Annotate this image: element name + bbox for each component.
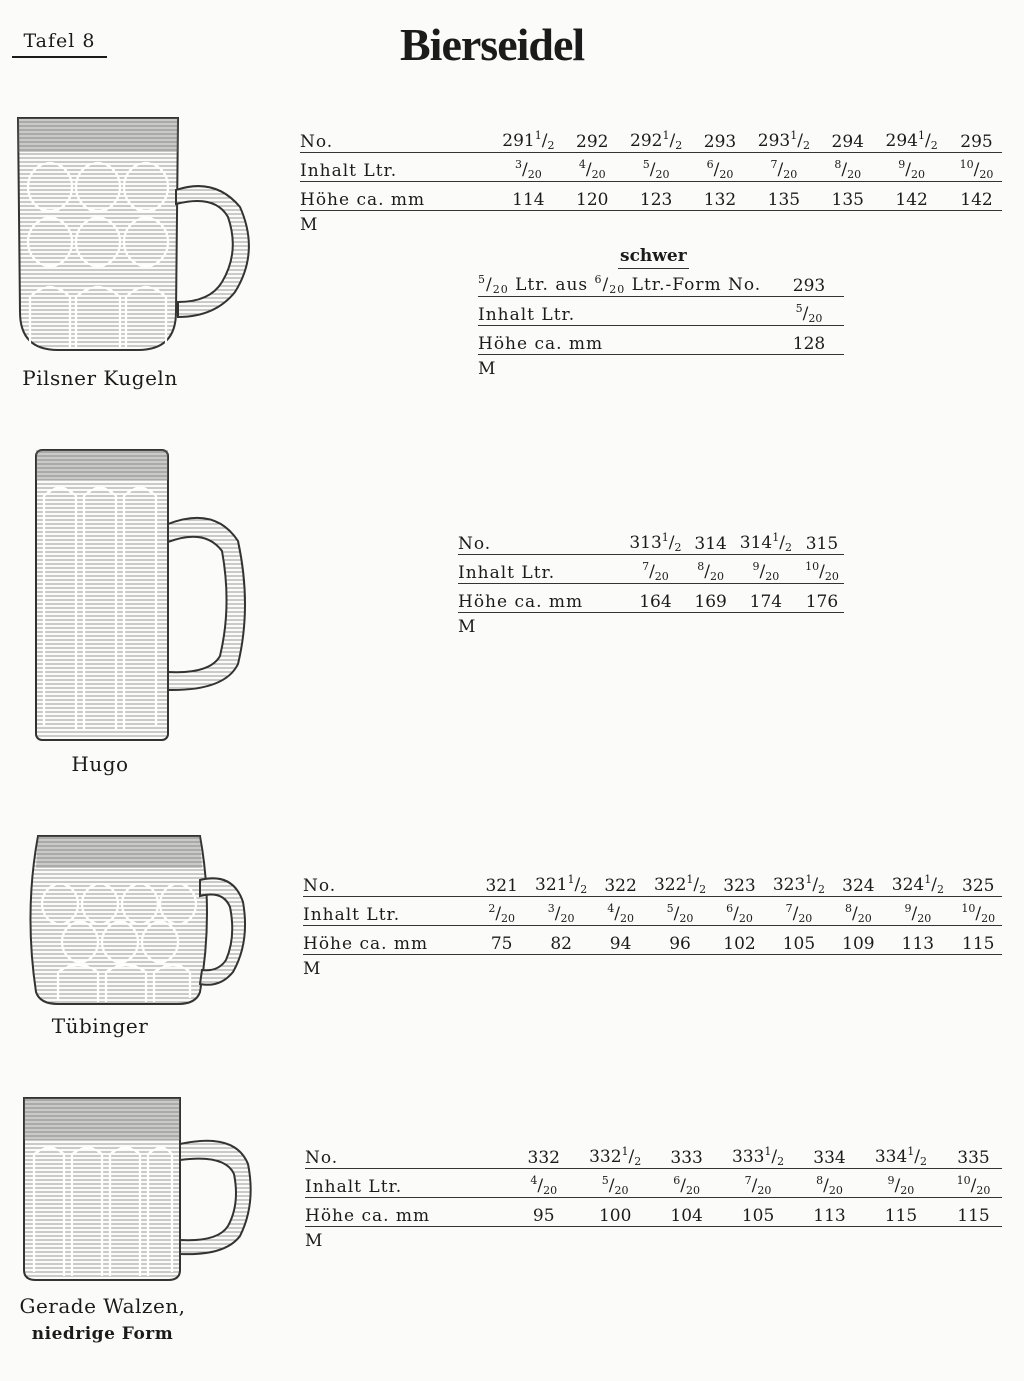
pilsner-kugeln-spec-table [300, 124, 1002, 235]
product-name-gerade-walzen [0, 1294, 205, 1344]
tuebinger-mug-illustration [28, 832, 258, 1012]
no-cell: 322 [598, 868, 644, 897]
inhalt-cell: $^8/_{20}$ [836, 897, 882, 926]
no-cell: 315 [800, 526, 844, 555]
inhalt-cell: $^9/_{20}$ [857, 1169, 945, 1198]
hoehe-cell: 115 [945, 1198, 1002, 1227]
hoehe-cell: 142 [872, 182, 951, 211]
no-cell: $333^1/_2$ [714, 1140, 802, 1169]
hoehe-cell: 109 [836, 926, 882, 955]
no-label: No. [303, 868, 479, 897]
product-name-hugo: Hugo [71, 752, 129, 776]
schwer-number: 293 [774, 268, 844, 297]
inhalt-cell: $^6/_{20}$ [717, 897, 763, 926]
inhalt-cell: $^9/_{20}$ [881, 897, 954, 926]
hoehe-cell: 105 [714, 1198, 802, 1227]
inhalt-cell: $^5/_{20}$ [643, 897, 716, 926]
hoehe-cell: 142 [951, 182, 1002, 211]
inhalt-cell: $^{10}/_{20}$ [800, 555, 844, 584]
inhalt-cell: $^8/_{20}$ [802, 1169, 857, 1198]
hoehe-cell: 104 [659, 1198, 714, 1227]
no-cell: $292^1/_2$ [617, 124, 696, 153]
inhalt-cell: $^6/_{20}$ [695, 153, 744, 182]
no-cell: $323^1/_2$ [762, 868, 835, 897]
tuebinger-spec-table [303, 868, 1002, 979]
inhalt-cell: $^8/_{20}$ [689, 555, 731, 584]
gerade-walzen-mug-illustration [20, 1094, 260, 1294]
no-cell: 292 [568, 124, 617, 153]
hoehe-cell: 135 [744, 182, 823, 211]
m-label: M [303, 959, 321, 979]
no-cell: $294^1/_2$ [872, 124, 951, 153]
no-cell: $314^1/_2$ [732, 526, 800, 555]
inhalt-cell: $^2/_{20}$ [479, 897, 525, 926]
m-label: M [478, 359, 496, 379]
gerade-walzen-spec-table [305, 1140, 1002, 1251]
no-cell: 295 [951, 124, 1002, 153]
inhalt-cell: $^7/_{20}$ [714, 1169, 802, 1198]
product-name-pilsner-kugeln: Pilsner Kugeln [22, 366, 178, 390]
inhalt-label: Inhalt Ltr. [305, 1169, 516, 1198]
no-cell: 333 [659, 1140, 714, 1169]
schwer-heading: schwer [618, 246, 689, 269]
inhalt-cell: $^3/_{20}$ [524, 897, 597, 926]
product-name-gerade-walzen-main: Gerade Walzen, [19, 1294, 186, 1318]
hoehe-label: Höhe ca. mm [478, 326, 774, 355]
inhalt-cell: $^7/_{20}$ [762, 897, 835, 926]
hoehe-cell: 114 [489, 182, 568, 211]
inhalt-cell: $^6/_{20}$ [659, 1169, 714, 1198]
product-name-gerade-walzen-sub: niedrige Form [31, 1324, 174, 1344]
pilsner-kugeln-mug-illustration [10, 112, 260, 362]
inhalt-cell: $^4/_{20}$ [598, 897, 644, 926]
inhalt-label: Inhalt Ltr. [478, 297, 774, 326]
inhalt-cell: $^{10}/_{20}$ [951, 153, 1002, 182]
hoehe-label: Höhe ca. mm [305, 1198, 516, 1227]
no-cell: 321 [479, 868, 525, 897]
hoehe-cell: 135 [823, 182, 872, 211]
hoehe-cell: 174 [732, 584, 800, 613]
inhalt-cell: $^4/_{20}$ [516, 1169, 571, 1198]
schwer-spec-table [478, 268, 844, 379]
hoehe-label: Höhe ca. mm [300, 182, 489, 211]
no-cell: 335 [945, 1140, 1002, 1169]
hoehe-cell: 95 [516, 1198, 571, 1227]
hoehe-cell: 164 [621, 584, 689, 613]
no-cell: $321^1/_2$ [524, 868, 597, 897]
no-cell: 325 [955, 868, 1002, 897]
hoehe-cell: 113 [881, 926, 954, 955]
hoehe-cell: 102 [717, 926, 763, 955]
hoehe-cell: 82 [524, 926, 597, 955]
hoehe-label: Höhe ca. mm [458, 584, 621, 613]
no-cell: $293^1/_2$ [744, 124, 823, 153]
no-cell: $334^1/_2$ [857, 1140, 945, 1169]
inhalt-cell: $^7/_{20}$ [744, 153, 823, 182]
inhalt-cell: $^{10}/_{20}$ [945, 1169, 1002, 1198]
hoehe-cell: 169 [689, 584, 731, 613]
no-cell: $324^1/_2$ [881, 868, 954, 897]
hoehe-cell: 115 [955, 926, 1002, 955]
hoehe-cell: 120 [568, 182, 617, 211]
no-cell: 314 [689, 526, 731, 555]
no-cell: 293 [695, 124, 744, 153]
hugo-spec-table [458, 526, 844, 637]
no-cell: 324 [836, 868, 882, 897]
no-cell: $332^1/_2$ [571, 1140, 659, 1169]
inhalt-cell: $^7/_{20}$ [621, 555, 689, 584]
inhalt-cell: $^9/_{20}$ [732, 555, 800, 584]
hoehe-cell: 75 [479, 926, 525, 955]
inhalt-cell: $^{10}/_{20}$ [955, 897, 1002, 926]
inhalt-label: Inhalt Ltr. [300, 153, 489, 182]
plate-number: Tafel 8 [12, 30, 107, 58]
no-label: No. [300, 124, 489, 153]
schwer-form-label: $^5/_{20}$ Ltr. aus $^6/_{20}$ Ltr.-Form No. [478, 268, 774, 297]
inhalt-label: Inhalt Ltr. [458, 555, 621, 584]
schwer-hoehe: 128 [774, 326, 844, 355]
hoehe-cell: 176 [800, 584, 844, 613]
hoehe-cell: 105 [762, 926, 835, 955]
inhalt-cell: $^8/_{20}$ [823, 153, 872, 182]
hoehe-cell: 94 [598, 926, 644, 955]
no-cell: $291^1/_2$ [489, 124, 568, 153]
page-title: Bierseidel [400, 19, 585, 70]
inhalt-label: Inhalt Ltr. [303, 897, 479, 926]
hoehe-cell: 132 [695, 182, 744, 211]
no-cell: 323 [717, 868, 763, 897]
m-label: M [458, 617, 476, 637]
m-label: M [305, 1231, 323, 1251]
inhalt-cell: $^3/_{20}$ [489, 153, 568, 182]
hugo-mug-illustration [30, 446, 260, 746]
hoehe-cell: 100 [571, 1198, 659, 1227]
no-cell: 294 [823, 124, 872, 153]
no-cell: 334 [802, 1140, 857, 1169]
product-name-tuebinger: Tübinger [51, 1014, 149, 1038]
no-label: No. [458, 526, 621, 555]
no-label: No. [305, 1140, 516, 1169]
hoehe-cell: 113 [802, 1198, 857, 1227]
inhalt-cell: $^9/_{20}$ [872, 153, 951, 182]
hoehe-cell: 123 [617, 182, 696, 211]
inhalt-cell: $^4/_{20}$ [568, 153, 617, 182]
schwer-inhalt: $^5/_{20}$ [774, 297, 844, 326]
m-label: M [300, 215, 318, 235]
hoehe-cell: 115 [857, 1198, 945, 1227]
hoehe-label: Höhe ca. mm [303, 926, 479, 955]
no-cell: $313^1/_2$ [621, 526, 689, 555]
inhalt-cell: $^5/_{20}$ [617, 153, 696, 182]
inhalt-cell: $^5/_{20}$ [571, 1169, 659, 1198]
no-cell: 332 [516, 1140, 571, 1169]
no-cell: $322^1/_2$ [643, 868, 716, 897]
hoehe-cell: 96 [643, 926, 716, 955]
